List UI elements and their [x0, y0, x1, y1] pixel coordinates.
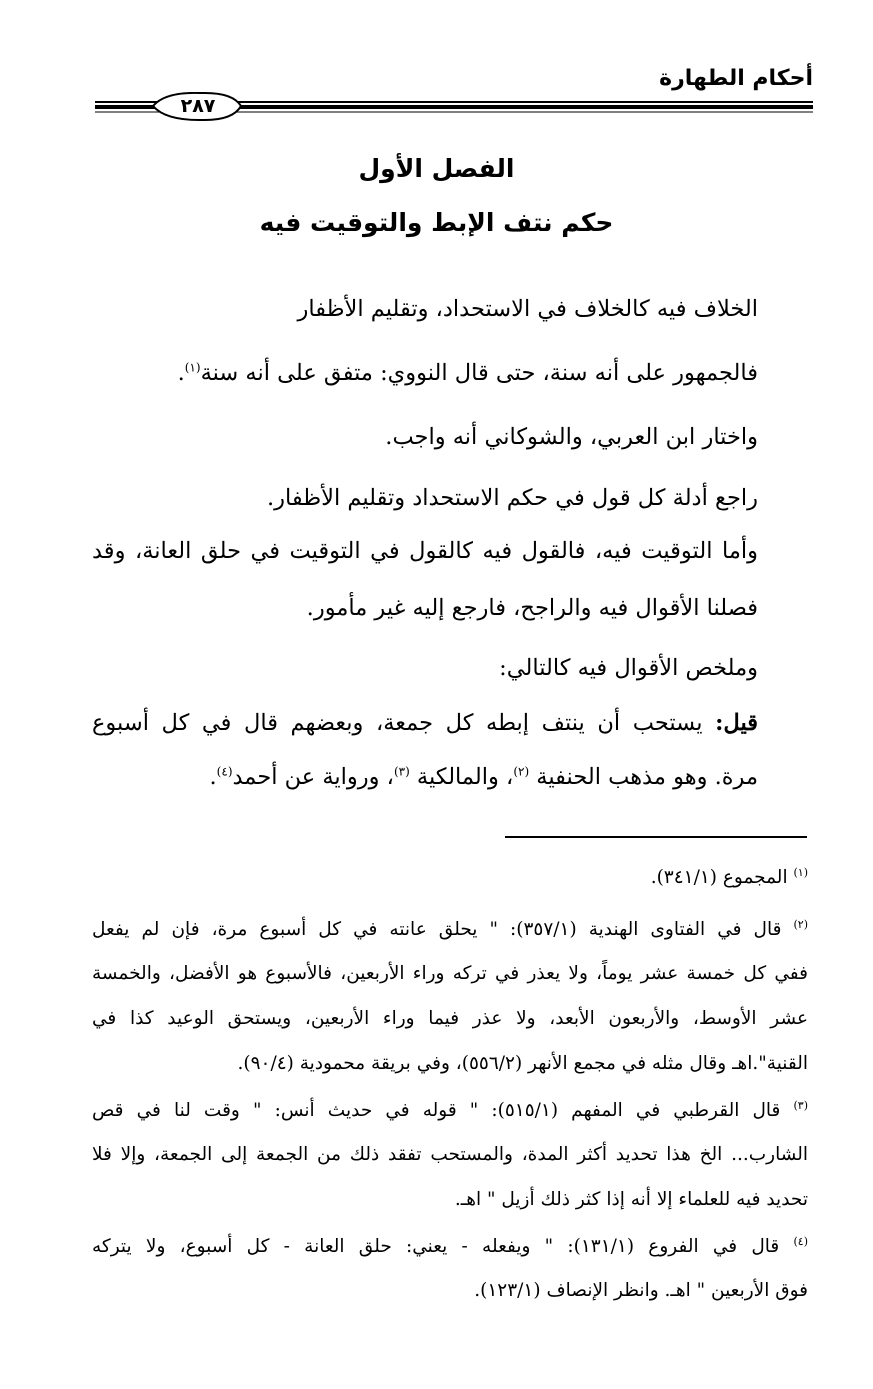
- footnote-3-line-1-text: قال القرطبي في المفهم (٥١٥/١): " قوله في حديث أنس: " وقت لنا في قص: [92, 1100, 781, 1122]
- footnote-1-number: (١): [793, 866, 808, 879]
- paragraph-2-text: فالجمهور على أنه سنة، حتى قال النووي: متفق على أنه سنة: [200, 360, 758, 386]
- footnote-4-line-1-text: قال في الفروع (١٣١/١): " ويفعله - يعني: حلق العانة - كل أسبوع، ولا يتركه: [92, 1236, 780, 1258]
- paragraph-2: [92, 360, 758, 386]
- footnote-ref-1: (١): [184, 360, 201, 375]
- page-number: ٢٨٧: [180, 95, 216, 117]
- paragraph-1: الخلاف فيه كالخلاف في الاستحداد، وتقليم الأظفار: [297, 296, 758, 322]
- paragraph-7-line-2-part-a: مرة. وهو مذهب الحنفية: [536, 764, 758, 790]
- paragraph-5-line-1: وأما التوقيت فيه، فالقول فيه كالقول في التوقيت في حلق العانة، وقد: [92, 538, 758, 564]
- chapter-subtitle: حكم نتف الإبط والتوقيت فيه: [259, 208, 614, 237]
- footnote-3-line-1: [92, 1099, 808, 1121]
- footnote-3-line-2: الشارب... الخ هذا تحديد أكثر المدة، والمستحب تفقد ذلك من الجمعة إلى الجمعة، وإلا فلا: [92, 1144, 808, 1165]
- footnote-2-line-4: القنية".اهـ وقال مثله في مجمع الأنهر (٥٥٦/٢)، وفي بريقة محمودية (٩٠/٤).: [237, 1053, 808, 1074]
- footnote-3-number: (٣): [793, 1099, 808, 1112]
- paragraph-7-label: قيل:: [715, 710, 758, 736]
- paragraph-7-line-2-end: .: [209, 764, 217, 790]
- footnote-4-line-1: [92, 1235, 808, 1257]
- footnote-1: [92, 866, 808, 888]
- running-header-title: أحكام الطهارة: [659, 66, 813, 91]
- paragraph-7-line-2-part-c: ، ورواية عن أحمد: [232, 764, 394, 790]
- footnote-ref-4: (٤): [216, 764, 233, 779]
- footnote-3-line-3: تحديد فيه للعلماء إلا أنه إذا كثر ذلك أزيل " اهـ.: [454, 1189, 808, 1210]
- footnote-2-line-3: عشر الأوسط، والأربعون الأبعد، ولا عذر فيما وراء الأربعين، ويستحق الوعيد كذا في: [92, 1008, 808, 1029]
- footnote-ref-3: (٣): [393, 764, 410, 779]
- footnote-2-number: (٢): [793, 918, 809, 931]
- paragraph-7-line-1-text: يستحب أن ينتف إبطه كل جمعة، وبعضهم قال في كل أسبوع: [92, 710, 703, 736]
- paragraph-7-line-2-part-b: ، والمالكية: [416, 764, 514, 790]
- paragraph-4: راجع أدلة كل قول في حكم الاستحداد وتقليم الأظفار.: [266, 485, 758, 511]
- paragraph-7-line-2: [92, 764, 758, 790]
- paragraph-2-end: .: [177, 360, 185, 386]
- chapter-title: الفصل الأول: [358, 154, 515, 183]
- footnote-ref-2: (٢): [513, 764, 530, 779]
- footnote-2-line-1-text: قال في الفتاوى الهندية (٣٥٧/١): " يحلق عانته في كل أسبوع مرة، فإن لم يفعل: [92, 919, 782, 941]
- footnote-1-text: المجموع (٣٤١/١).: [650, 867, 788, 889]
- paragraph-3: واختار ابن العربي، والشوكاني أنه واجب.: [385, 424, 758, 450]
- paragraph-5-line-2: فصلنا الأقوال فيه والراجح، فارجع إليه غير مأمور.: [306, 595, 758, 621]
- footnote-2-line-2: ففي كل خمسة عشر يوماً، ولا يعذر في تركه وراء الأربعين، فالأسبوع هو الأفضل، والخمسة: [92, 963, 808, 984]
- footnote-4-number: (٤): [793, 1235, 808, 1248]
- footnote-4-line-2: فوق الأربعين " اهـ. وانظر الإنصاف (١٢٣/١).: [474, 1280, 808, 1301]
- footnote-2-line-1: [92, 918, 808, 940]
- paragraph-7-line-1: [92, 710, 758, 736]
- footnote-separator: [505, 836, 807, 838]
- paragraph-6: وملخص الأقوال فيه كالتالي:: [499, 655, 758, 681]
